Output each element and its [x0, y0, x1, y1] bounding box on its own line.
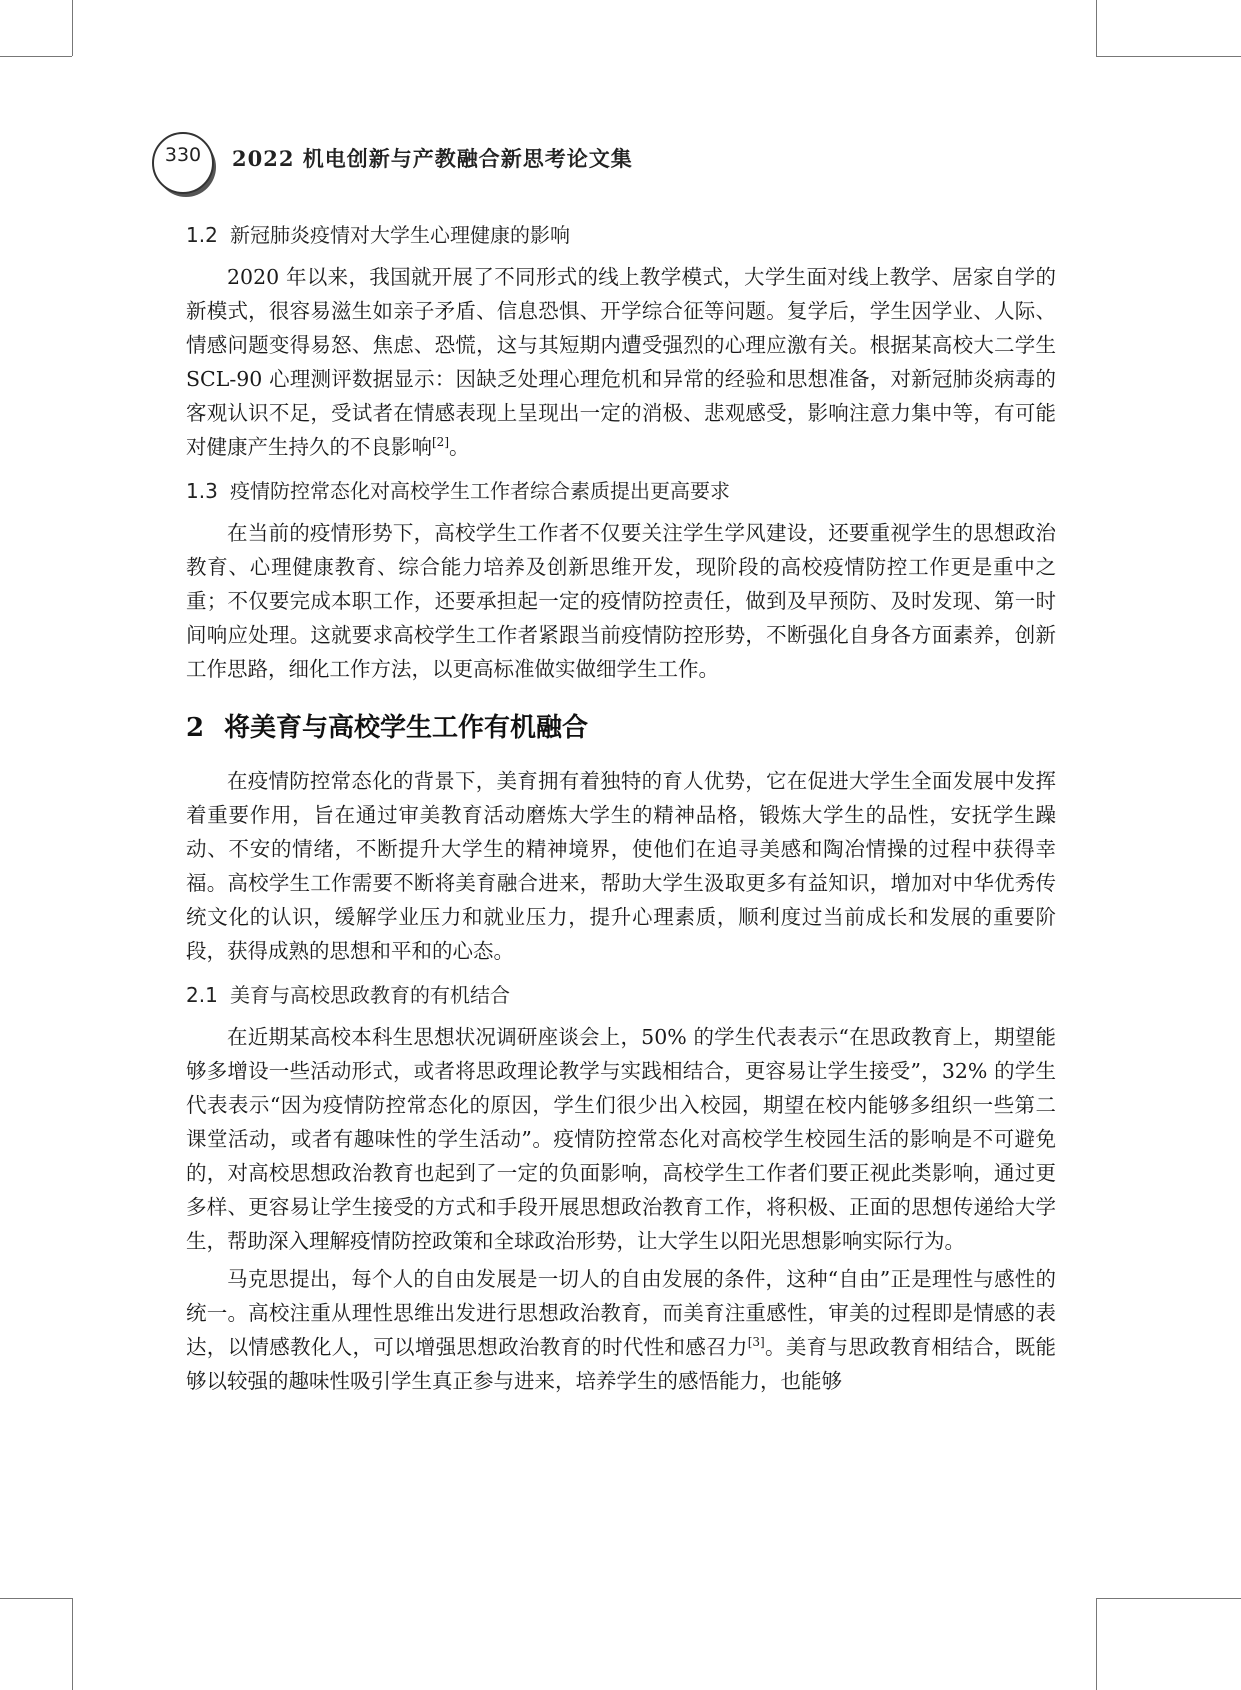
paragraph [186, 260, 1056, 464]
section-number: 2.1 [186, 983, 218, 1007]
crop-mark [1096, 56, 1241, 57]
section-heading-1-3 [186, 476, 1056, 506]
crop-mark [0, 56, 72, 57]
paragraph: 在当前的疫情形势下，高校学生工作者不仅要关注学生学风建设，还要重视学生的思想政治教育、心理健康教育、综合能力培养及创新思维开发，现阶段的高校疫情防控工作更是重中之重；不仅要完成本职工作，还要承担起一定的疫情防控责任，做到及早预防、及时发现、第一时间响应处理。这就要求高校学生工作者紧跟当前疫情防控形势，不断强化自身各方面素养，创新工作思路，细化工作方法，以更高标准做实做细学生工作。 [186, 521, 1056, 681]
crop-mark [72, 1598, 73, 1690]
section-title: 美育与高校思政教育的有机结合 [230, 983, 510, 1007]
crop-mark [0, 1598, 72, 1599]
section-heading-1-2 [186, 220, 1056, 250]
paragraph-text: 。美育与思政教育相结合，既能够以较强的趣味性吸引学生真正参与进来，培养学生的感悟能力，也能够 [186, 1335, 1057, 1393]
crop-mark [1096, 0, 1097, 56]
paragraph: 在近期某高校本科生思想状况调研座谈会上，50% 的学生代表表示“在思政教育上，期望能够多增设一些活动形式，或者将思政理论教学与实践相结合，更容易让学生接受”，32% 的学生代表表示“因为疫情防控常态化的原因，学生们很少出入校园，期望在校内能够多组织一些第二课堂活动，或者有趣味性的学生活动”。疫情防控常态化对高校学生校园生活的影响是不可避免的，对高校思想政治教育也起到了一定的负面影响，高校学生工作者们要正视此类影响，通过更多样、更容易让学生接受的方式和手段开展思想政治教育工作，将积极、正面的思想传递给大学生，帮助深入理解疫情防控政策和全球政治形势，让大学生以阳光思想影响实际行为。 [186, 1025, 1056, 1253]
paragraph-text: 马克思提出，每个人的自由发展是一切人的自由发展的条件，这种“自由”正是理性与感性的统一。高校注重从理性思维出发进行思想政治教育，而美育注重感性，审美的过程即是情感的表达，以情感教化人，可以增强思想政治教育的时代性和感召力 [186, 1267, 1056, 1359]
section-number: 2 [186, 713, 205, 743]
page-number: 330 [164, 144, 202, 166]
citation: [2] [432, 435, 449, 449]
crop-mark [1096, 1598, 1241, 1599]
section-number: 1.2 [186, 223, 218, 247]
page-number-badge [152, 132, 214, 194]
section-title: 将美育与高校学生工作有机融合 [224, 713, 589, 743]
section-title: 疫情防控常态化对高校学生工作者综合素质提出更高要求 [230, 479, 730, 503]
crop-mark [1096, 1598, 1097, 1690]
page-body [186, 220, 1056, 1398]
paragraph-text: 。 [449, 435, 470, 459]
citation: [3] [747, 1335, 765, 1349]
running-title: 2022 机电创新与产教融合新思考论文集 [232, 146, 633, 171]
paragraph [186, 1262, 1056, 1398]
section-number: 1.3 [186, 479, 218, 503]
paragraph-text: 2020 年以来，我国就开展了不同形式的线上教学模式，大学生面对线上教学、居家自学的新模式，很容易滋生如亲子矛盾、信息恐惧、开学综合征等问题。复学后，学生因学业、人际、情感问题变得易怒、焦虑、恐慌，这与其短期内遭受强烈的心理应激有关。根据某高校大二学生 SCL-90 心理测评数据显示：因缺乏处理心理危机和异常的经验和思想准备，对新冠肺炎病毒的客观认识不足，受试者在情感表现上呈现出一定的消极、悲观感受，影响注意力集中等，有可能对健康产生持久的不良影响 [186, 265, 1056, 459]
crop-mark [72, 0, 73, 56]
section-heading-2-1 [186, 980, 1056, 1010]
section-title: 新冠肺炎疫情对大学生心理健康的影响 [230, 223, 570, 247]
section-heading-2 [186, 708, 1056, 748]
paragraph: 在疫情防控常态化的背景下，美育拥有着独特的育人优势，它在促进大学生全面发展中发挥着重要作用，旨在通过审美教育活动磨炼大学生的精神品格，锻炼大学生的品性，安抚学生躁动、不安的情绪，不断提升大学生的精神境界，使他们在追寻美感和陶冶情操的过程中获得幸福。高校学生工作需要不断将美育融合进来，帮助大学生汲取更多有益知识，增加对中华优秀传统文化的认识，缓解学业压力和就业压力，提升心理素质，顺利度过当前成长和发展的重要阶段，获得成熟的思想和平和的心态。 [186, 769, 1056, 963]
